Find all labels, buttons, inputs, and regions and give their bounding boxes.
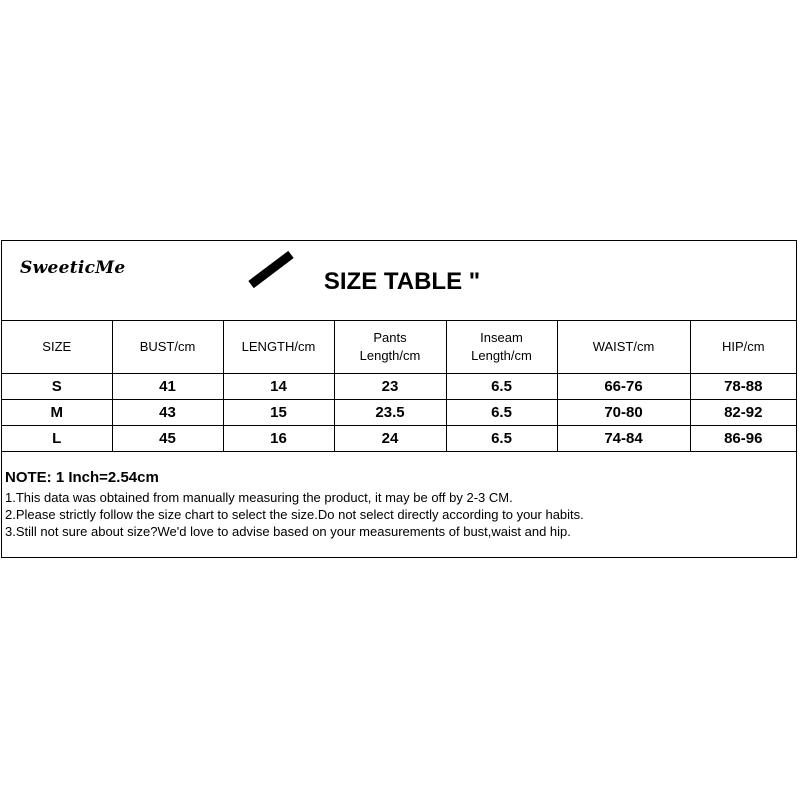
cell-size: M: [2, 400, 112, 426]
notes-section: [5, 469, 795, 540]
note-line: 2.Please strictly follow the size chart to select the size.Do not select directly according to your habits.: [5, 507, 584, 522]
cell-waist: 70-80: [557, 400, 690, 426]
cell-length: 14: [223, 374, 334, 400]
size-chart: [1, 240, 797, 558]
header-pants-length: Pants Length/cm: [334, 321, 446, 374]
header-inseam-length: Inseam Length/cm: [446, 321, 557, 374]
cell-inseam-length: 6.5: [446, 426, 557, 452]
cell-waist: 66-76: [557, 374, 690, 400]
size-table: [2, 320, 796, 452]
cell-pants-length: 24: [334, 426, 446, 452]
note-line: 1.This data was obtained from manually measuring the product, it may be off by 2-3 CM.: [5, 490, 513, 505]
brand-logo: SweeticMe: [20, 258, 126, 278]
cell-hip: 82-92: [690, 400, 796, 426]
chart-title: SIZE TABLE ": [323, 268, 481, 295]
header-hip: HIP/cm: [690, 321, 796, 374]
cell-pants-length: 23: [334, 374, 446, 400]
cell-hip: 78-88: [690, 374, 796, 400]
cell-inseam-length: 6.5: [446, 400, 557, 426]
table-row: [2, 400, 796, 426]
table-header-row: [2, 321, 796, 374]
table-row: [2, 426, 796, 452]
chart-header: [2, 241, 796, 321]
header-waist: WAIST/cm: [557, 321, 690, 374]
note-line: 3.Still not sure about size?We'd love to advise based on your measurements of bust,waist and hip.: [5, 524, 571, 539]
cell-size: L: [2, 426, 112, 452]
table-row: [2, 374, 796, 400]
cell-length: 15: [223, 400, 334, 426]
cell-bust: 41: [112, 374, 223, 400]
header-size: SIZE: [2, 321, 112, 374]
cell-length: 16: [223, 426, 334, 452]
header-length: LENGTH/cm: [223, 321, 334, 374]
cell-inseam-length: 6.5: [446, 374, 557, 400]
header-bust: BUST/cm: [112, 321, 223, 374]
cell-size: S: [2, 374, 112, 400]
note-title: NOTE: 1 Inch=2.54cm: [5, 469, 159, 486]
cell-hip: 86-96: [690, 426, 796, 452]
cell-bust: 45: [112, 426, 223, 452]
cell-waist: 74-84: [557, 426, 690, 452]
cell-pants-length: 23.5: [334, 400, 446, 426]
cell-bust: 43: [112, 400, 223, 426]
